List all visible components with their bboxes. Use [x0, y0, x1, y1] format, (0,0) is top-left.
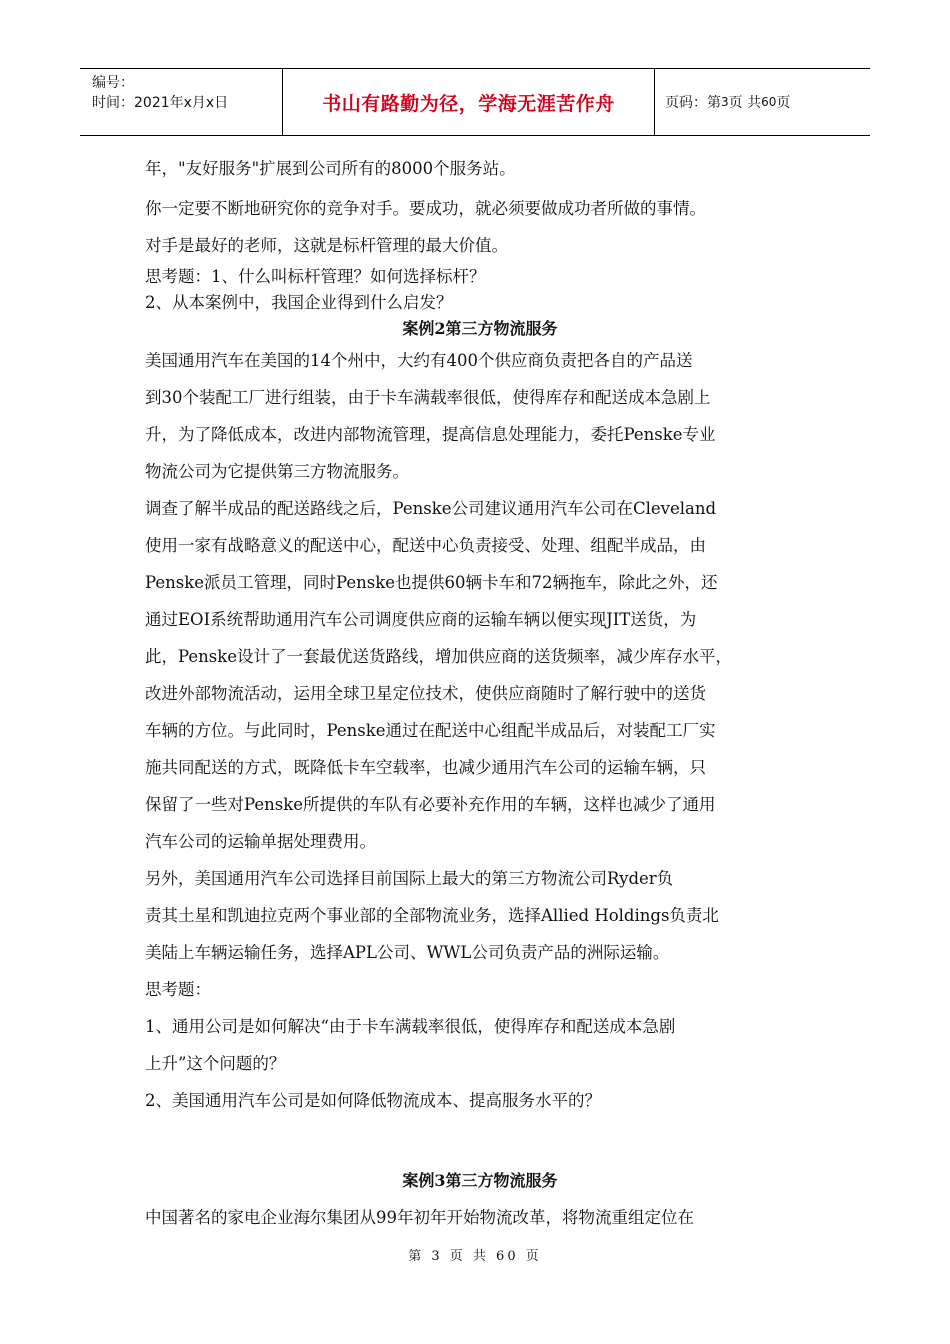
paragraph-line: 责其土星和凯迪拉克两个事业部的全部物流业务，选择Allied Holdings负责北 [145, 906, 719, 925]
question-line: 1、通用公司是如何解决“由于卡车满载率很低，使得库存和配送成本急剧 [145, 1017, 676, 1036]
paragraph-line: 升，为了降低成本，改进内部物流管理，提高信息处理能力，委托Penske专业 [145, 425, 716, 444]
case3-title: 案例3第三方物流服务 [402, 1171, 558, 1190]
page-end: 页 [776, 95, 791, 111]
time-label: 时间：2021年x月x日 [92, 95, 229, 111]
paragraph-line: 对手是最好的老师，这就是标杆管理的最大价值。 [145, 236, 508, 255]
page-mid: 页 共 [728, 95, 762, 111]
page-number: 3 [721, 95, 729, 109]
paragraph-line: 到30个装配工厂进行组装，由于卡车满载率很低，使得库存和配送成本急剧上 [145, 388, 711, 407]
paragraph-line: 通过EOI系统帮助通用汽车公司调度供应商的运输车辆以便实现JIT送货，为 [145, 610, 697, 629]
header-page-info [655, 69, 870, 135]
header-meta [80, 69, 282, 135]
header-motto: 书山有路勤为径，学海无涯苦作舟 [322, 92, 615, 115]
paragraph-line: 你一定要不断地研究你的竞争对手。要成功，就必须要做成功者所做的事情。 [145, 199, 706, 218]
paragraph-line: 美国通用汽车在美国的14个州中，大约有400个供应商负责把各自的产品送 [145, 351, 693, 370]
paragraph-line: 调查了解半成品的配送路线之后，Penske公司建议通用汽车公司在Cleveland [145, 499, 717, 518]
page-total: 60 [761, 95, 777, 109]
paragraph-line: 使用一家有战略意义的配送中心，配送中心负责接受、处理、组配半成品，由 [145, 536, 706, 555]
paragraph-line: 物流公司为它提供第三方物流服务。 [145, 462, 409, 481]
paragraph-line: 中国著名的家电企业海尔集团从99年初年开始物流改革，将物流重组定位在 [145, 1208, 694, 1227]
paragraph-line: 保留了一些对Penske所提供的车队有必要补充作用的车辆，这样也减少了通用 [145, 795, 716, 814]
paragraph-line: 年，"友好服务"扩展到公司所有的8000个服务站。 [145, 159, 516, 178]
document-body [145, 152, 815, 1236]
question-line: 思考题：1、什么叫标杆管理？如何选择标杆？ [145, 267, 486, 286]
paragraph-line: 美陆上车辆运输任务，选择APL公司、WWL公司负责产品的洲际运输。 [145, 943, 670, 962]
paragraph-line: 车辆的方位。与此同时，Penske通过在配送中心组配半成品后，对装配工厂实 [145, 721, 716, 740]
header-motto-cell [282, 69, 655, 135]
question-line: 上升”这个问题的？ [145, 1054, 286, 1073]
paragraph-line: 另外，美国通用汽车公司选择目前国际上最大的第三方物流公司Ryder负 [145, 869, 674, 888]
question-line: 2、从本案例中，我国企业得到什么启发？ [145, 293, 453, 312]
case2-title: 案例2第三方物流服务 [402, 319, 558, 338]
paragraph-line: 此，Penske设计了一套最优送货路线，增加供应商的送货频率，减少库存水平， [145, 647, 732, 666]
paragraph-line: Penske派员工管理，同时Penske也提供60辆卡车和72辆拖车，除此之外，还 [145, 573, 718, 592]
page-footer: 第 3 页 共 60 页 [408, 1249, 542, 1264]
page-label: 页码：第 [665, 95, 721, 111]
paragraph-line: 改进外部物流活动，运用全球卫星定位技术，使供应商随时了解行驶中的送货 [145, 684, 706, 703]
page-header [80, 68, 870, 136]
paragraph-line: 汽车公司的运输单据处理费用。 [145, 832, 376, 851]
question-heading: 思考题： [145, 980, 211, 999]
question-line: 2、美国通用汽车公司是如何降低物流成本、提高服务水平的？ [145, 1091, 601, 1110]
code-label: 编号： [92, 75, 134, 91]
paragraph-line: 施共同配送的方式，既降低卡车空载率，也减少通用汽车公司的运输车辆，只 [145, 758, 706, 777]
